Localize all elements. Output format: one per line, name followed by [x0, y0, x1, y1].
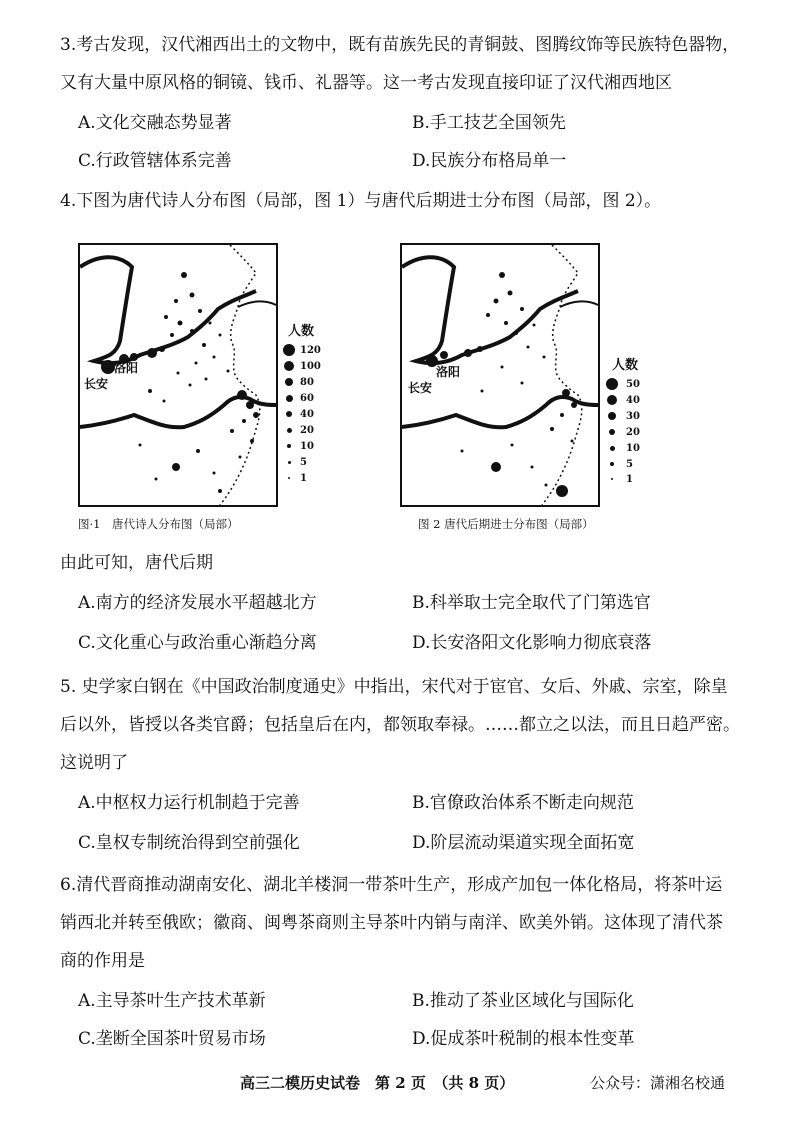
map1-drawing [80, 245, 276, 505]
map2-luoyang-dot [464, 349, 472, 357]
map2-luoyang-label: 洛阳 [436, 365, 461, 379]
q5-stem-line2: 后以外，皆授以各类官爵；包括皇后在内，都领取奉禄。……都立之以法，而且日趋严密。 [60, 715, 740, 735]
map2-legend-dot-1 [611, 478, 613, 480]
q4-option-b: B.科举取士完全取代了门第选官 [412, 593, 651, 613]
map2-legend-dot-5 [610, 462, 614, 466]
map1-peninsula [238, 301, 276, 307]
map1-legend-value-40: 40 [300, 409, 314, 420]
map2-legend-dot-30 [608, 412, 616, 420]
map1-luoyang-label: 洛阳 [114, 361, 139, 375]
map2-legend-value-30: 30 [626, 411, 640, 422]
page-footer-info: 高三二模历史试卷 第 2 页 （共 8 页） [240, 1074, 515, 1092]
map1-legend-dot-10 [287, 444, 291, 448]
map1-legend-value-100: 100 [300, 361, 321, 372]
map1-legend-value-1: 1 [300, 473, 307, 484]
q6-stem-line1: 6.清代晋商推动湖南安化、湖北羊楼洞一带茶叶生产，形成产加包一体化格局，将茶叶运 [60, 875, 723, 895]
map2-legend-value-50: 50 [626, 379, 640, 390]
map2-legend-value-40: 40 [626, 395, 640, 406]
q3-option-c: C.行政管辖体系完善 [78, 151, 232, 171]
map1-legend-value-80: 80 [300, 377, 314, 388]
map1-legend-value-10: 10 [300, 441, 314, 452]
q3-stem-line1: 3.考古发现，汉代湘西出土的文物中，既有苗族先民的青铜鼓、图腾纹饰等民族特色器物， [60, 35, 740, 55]
map1-legend-dot-120 [283, 344, 295, 356]
map1-legend-dot-60 [286, 395, 293, 402]
q4-option-a: A.南方的经济发展水平超越北方 [78, 593, 317, 613]
q3-option-b: B.手工技艺全国领先 [412, 113, 566, 133]
map-jinshi-late-tang [400, 243, 600, 507]
q5-stem-line3: 这说明了 [60, 753, 128, 773]
page-footer-account: 公众号：潇湘名校通 [590, 1074, 726, 1092]
map1-changan-dot [101, 360, 115, 374]
map1-legend-dot-20 [287, 428, 292, 433]
map2-drawing [402, 245, 598, 505]
map2-yellow-river [402, 257, 578, 363]
map2-yangtze-river [402, 397, 598, 427]
q6-stem-line2: 销西北并转至俄欧；徽商、闽粤茶商则主导茶叶内销与南洋、欧美外销。这体现了清代茶 [60, 913, 723, 933]
map2-legend-title: 人数 [612, 358, 639, 373]
map1-legend-value-120: 120 [300, 345, 321, 356]
map2-legend-dot-20 [609, 429, 615, 435]
map1-yangtze-river [80, 397, 276, 427]
map-poets-tang [78, 243, 278, 507]
map1-luoyang-dot [147, 348, 157, 358]
q5-option-b: B.官僚政治体系不断走向规范 [412, 793, 634, 813]
map1-legend-value-20: 20 [300, 425, 314, 436]
map2-legend-value-20: 20 [626, 427, 640, 438]
map1-legend-title: 人数 [288, 324, 315, 339]
q3-option-d: D.民族分布格局单一 [412, 151, 567, 171]
map2-coastline [542, 245, 582, 505]
q6-stem-line3: 商的作用是 [60, 951, 145, 971]
map1-legend-dot-100 [284, 361, 294, 371]
map2-legend-dot-10 [610, 446, 615, 451]
q5-option-d: D.阶层流动渠道实现全面拓宽 [412, 833, 635, 853]
map1-coastline [220, 245, 260, 505]
q6-option-a: A.主导茶叶生产技术革新 [78, 991, 266, 1011]
q6-option-c: C.垄断全国茶叶贸易市场 [78, 1029, 266, 1049]
q4-lead: 由此可知，唐代后期 [60, 553, 213, 573]
q6-option-d: D.促成茶叶税制的根本性变革 [412, 1029, 635, 1049]
map2-legend-value-1: 1 [626, 474, 633, 485]
map2-peninsula [560, 301, 598, 307]
map2-legend-value-10: 10 [626, 443, 640, 454]
map1-legend-dot-40 [286, 411, 292, 417]
map2-caption: 图 2 唐代后期进士分布图（局部） [418, 517, 594, 531]
q3-option-a: A.文化交融态势显著 [78, 113, 232, 133]
q5-option-a: A.中枢权力运行机制趋于完善 [78, 793, 300, 813]
q6-option-b: B.推动了茶业区域化与国际化 [412, 991, 634, 1011]
q4-option-c: C.文化重心与政治重心渐趋分离 [78, 633, 317, 653]
q5-option-c: C.皇权专制统治得到空前强化 [78, 833, 300, 853]
map2-legend-value-5: 5 [626, 459, 633, 470]
q3-stem-line2: 又有大量中原风格的铜镜、钱币、礼器等。这一考古发现直接印证了汉代湘西地区 [60, 73, 672, 93]
map2-legend-dot-40 [607, 395, 617, 405]
map1-changan-label: 长安 [84, 377, 109, 391]
map1-caption: 图·1 唐代诗人分布图（局部） [78, 517, 239, 531]
q4-stem-line1: 4.下图为唐代诗人分布图（局部，图 1）与唐代后期进士分布图（局部，图 2）。 [60, 191, 662, 211]
map1-legend-value-5: 5 [300, 457, 307, 468]
map1-legend-value-60: 60 [300, 393, 314, 404]
map1-yellow-river [80, 257, 256, 363]
map1-legend-dot-80 [285, 378, 293, 386]
map2-legend-dot-50 [606, 378, 618, 390]
q5-stem-line1: 5. 史学家白钢在《中国政治制度通史》中指出，宋代对于宦官、女后、外戚、宗室，除皇 [60, 677, 728, 697]
q4-option-d: D.长安洛阳文化影响力彻底衰落 [412, 633, 652, 653]
map1-legend-dot-1 [288, 477, 290, 479]
map2-changan-label: 长安 [408, 381, 433, 395]
map1-legend-dot-5 [288, 461, 291, 464]
